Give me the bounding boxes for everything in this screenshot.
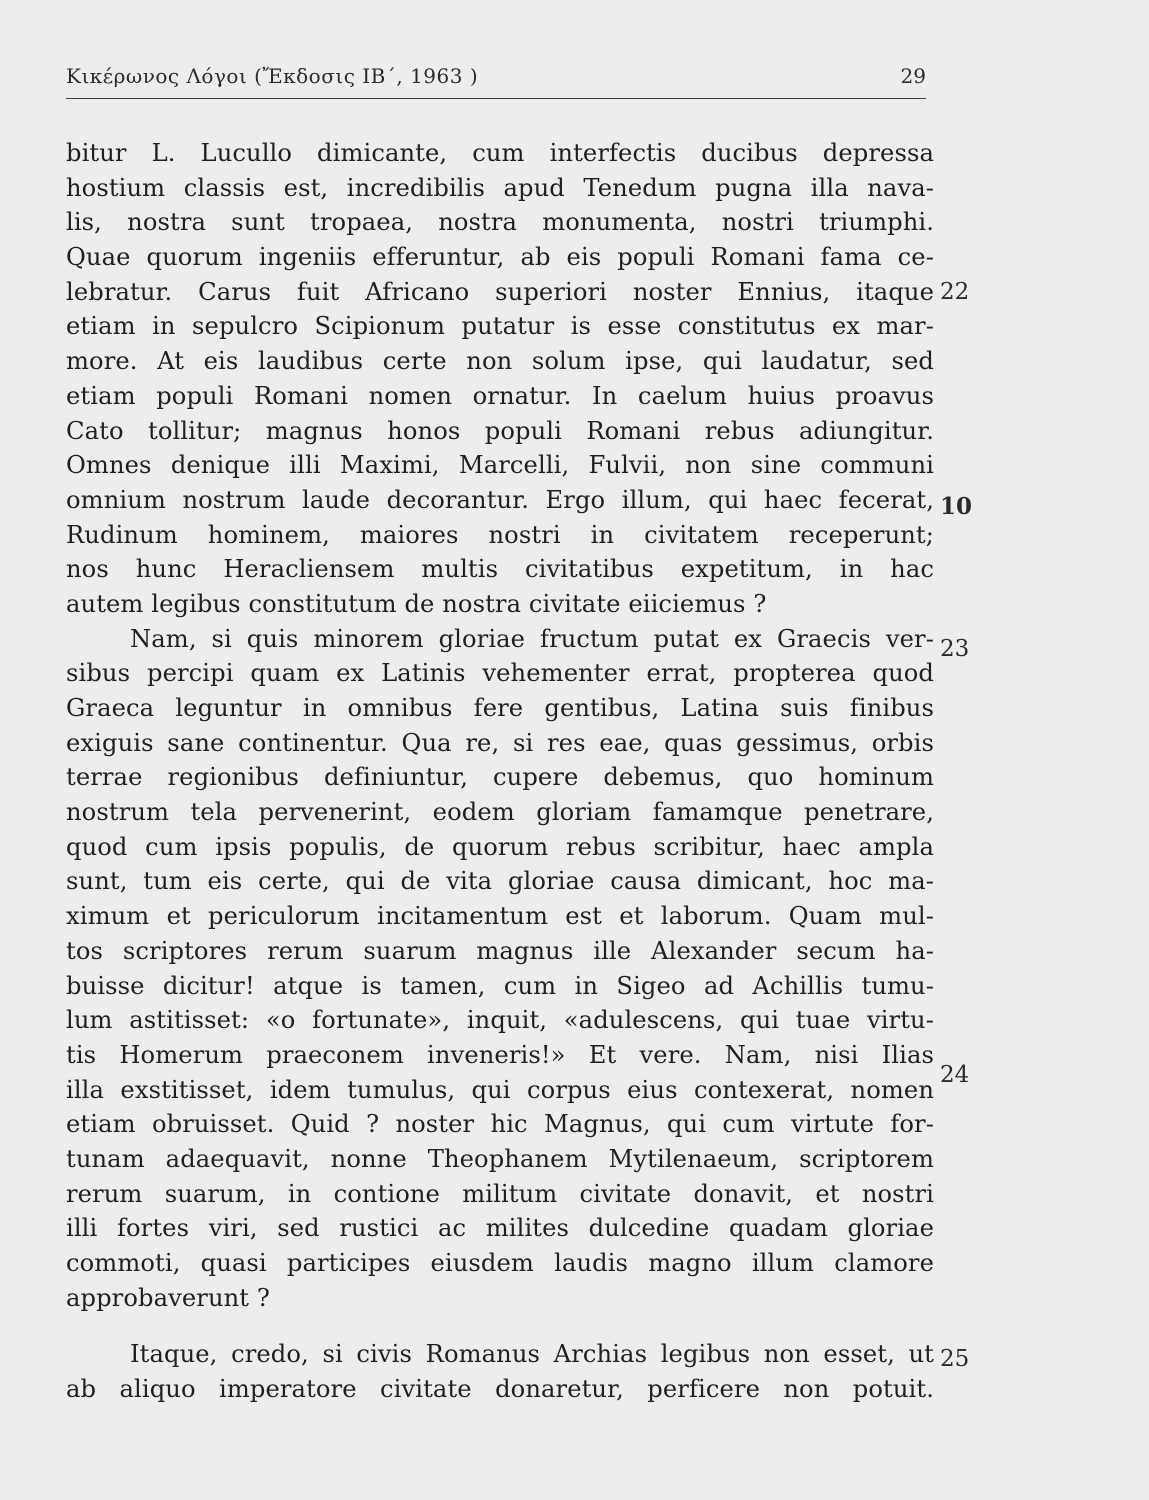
text-line: ab aliquo imperatore civitate donaretur, perficere non potuit.: [66, 1375, 934, 1404]
text-line: Rudinum hominem, maiores nostri in civitatem receperunt;: [66, 520, 934, 549]
margin-number-10: 10: [940, 493, 973, 520]
text-line: commoti, quasi participes eiusdem laudis magno illum clamore: [66, 1249, 934, 1277]
text-line: buisse dicitur! atque is tamen, cum in Sigeo ad Achillis tumu-: [66, 971, 934, 1000]
text-line: quod cum ipsis populis, de quorum rebus scribitur, haec ampla: [66, 832, 934, 861]
text-line: lum astitisset: «o fortunate», inquit, «adulescens, qui tuae virtu-: [66, 1006, 934, 1035]
text-line: more. At eis laudibus certe non solum ipse, qui laudatur, sed: [66, 347, 934, 376]
text-line: nos hunc Heracliensem multis civitatibus expetitum, in hac: [66, 555, 934, 584]
text-line: nostrum tela pervenerint, eodem gloriam famamque penetrare,: [66, 798, 934, 827]
text-line: hostium classis est, incredibilis apud Tenedum pugna illa nava-: [66, 173, 934, 202]
text-line: terrae regionibus definiuntur, cupere debemus, quo hominum: [66, 763, 934, 792]
text-line: Itaque, credo, si civis Romanus Archias legibus non esset, ut: [130, 1340, 934, 1369]
text-line: tunam adaequavit, nonne Theophanem Mytilenaeum, scriptorem: [66, 1144, 934, 1173]
page-number: 29: [900, 64, 926, 88]
text-line: Quae quorum ingeniis efferuntur, ab eis populi Romani fama ce-: [66, 243, 934, 272]
text-line: lebratur. Carus fuit Africano superiori noster Ennius, itaque: [66, 277, 934, 306]
text-line: etiam in sepulcro Scipionum putatur is esse constitutus ex mar-: [66, 312, 934, 341]
text-line: omnium nostrum laude decorantur. Ergo illum, qui haec fecerat,: [66, 485, 934, 514]
running-title: Κικέρωνος Λόγοι (Ἔκδοσις ΙΒ΄, 1963 ): [66, 64, 479, 88]
text-line: autem legibus constitutum de nostra civitate eiiciemus ?: [66, 589, 767, 618]
margin-number-25: 25: [940, 1346, 970, 1372]
text-line: sunt, tum eis certe, qui de vita gloriae causa dimicant, hoc ma-: [66, 867, 934, 896]
text-line: Nam, si quis minorem gloriae fructum putat ex Graecis ver-: [130, 624, 934, 653]
text-line: approbaverunt ?: [66, 1283, 270, 1312]
paragraph-gap: [66, 1315, 934, 1337]
text-line: illi fortes viri, sed rustici ac milites dulcedine quadam gloriae: [66, 1214, 934, 1243]
text-line: sibus percipi quam ex Latinis vehementer errat, propterea quod: [66, 659, 934, 688]
text-line: etiam obruisset. Quid ? noster hic Magnus, qui cum virtute for-: [66, 1110, 934, 1139]
body-text: [66, 136, 934, 1407]
text-line: Omnes denique illi Maximi, Marcelli, Fulvii, non sine communi: [66, 451, 934, 480]
text-line: Cato tollitur; magnus honos populi Romani rebus adiungitur.: [66, 416, 934, 445]
text-line: tos scriptores rerum suarum magnus ille Alexander secum ha-: [66, 936, 934, 965]
text-line: ximum et periculorum incitamentum est et laborum. Quam mul-: [66, 902, 934, 931]
text-line: rerum suarum, in contione militum civitate donavit, et nostri: [66, 1179, 934, 1208]
margin-number-22: 22: [940, 279, 970, 305]
text-line: exiguis sane continentur. Qua re, si res eae, quas gessimus, orbis: [66, 728, 934, 757]
page-header: [66, 62, 926, 102]
text-line: etiam populi Romani nomen ornatur. In caelum huius proavus: [66, 381, 934, 410]
margin-number-24: 24: [940, 1062, 970, 1088]
text-line: bitur L. Lucullo dimicante, cum interfectis ducibus depressa: [66, 139, 934, 167]
header-rule: [66, 98, 926, 99]
margin-number-23: 23: [940, 636, 970, 662]
text-line: lis, nostra sunt tropaea, nostra monumenta, nostri triumphi.: [66, 208, 934, 237]
text-line: Graeca leguntur in omnibus fere gentibus, Latina suis finibus: [66, 694, 934, 722]
text-line: illa exstitisset, idem tumulus, qui corpus eius contexerat, nomen: [66, 1075, 934, 1104]
text-line: tis Homerum praeconem inveneris!» Et vere. Nam, nisi Ilias: [66, 1040, 934, 1069]
